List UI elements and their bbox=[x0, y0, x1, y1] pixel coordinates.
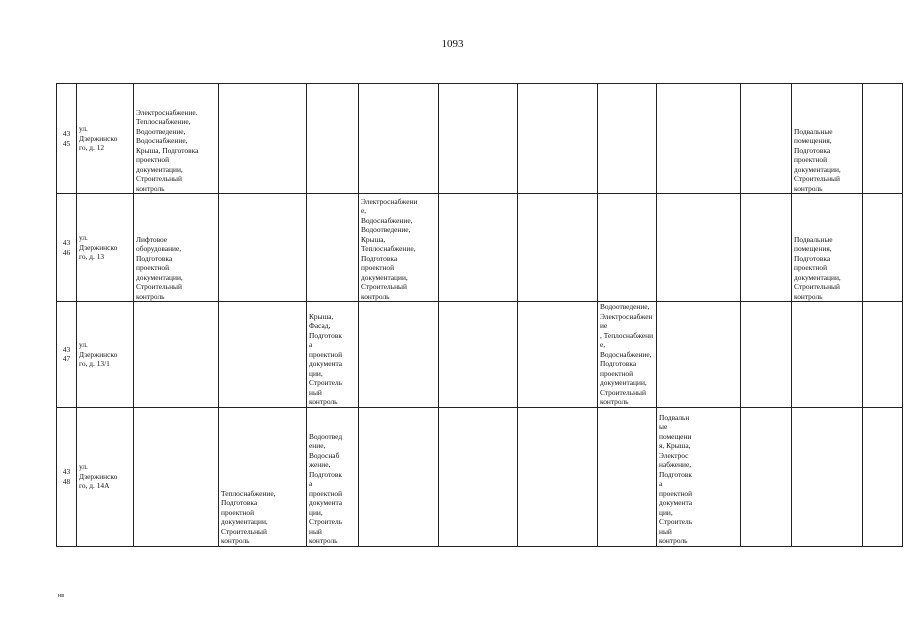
work-cell bbox=[518, 302, 598, 408]
work-cell bbox=[598, 407, 657, 546]
work-cell bbox=[219, 194, 307, 302]
work-cell bbox=[863, 194, 903, 302]
work-cell bbox=[439, 407, 518, 546]
row-number: 43 45 bbox=[57, 84, 77, 194]
work-cell: Электроснабжение. Теплоснабжение, Водоотведение, Водоснабжение, Крыша, Подготовка проектной документации, Строительный контроль bbox=[134, 84, 219, 194]
work-cell bbox=[439, 302, 518, 408]
work-cell: Электроснабжени е, Водоснабжение, Водоотведение, Крыша, Теплоснабжение, Подготовка проектной документации, Строительный контроль bbox=[359, 194, 439, 302]
works-schedule-table bbox=[56, 83, 903, 547]
work-cell bbox=[134, 302, 219, 408]
work-cell bbox=[657, 302, 741, 408]
row-number: 43 46 bbox=[57, 194, 77, 302]
work-cell bbox=[359, 302, 439, 408]
work-cell bbox=[518, 407, 598, 546]
work-cell bbox=[598, 194, 657, 302]
work-cell bbox=[792, 407, 863, 546]
work-cell bbox=[792, 302, 863, 408]
work-cell bbox=[741, 194, 792, 302]
work-cell: Подвальные помещения, Подготовка проектной документации, Строительный контроль bbox=[792, 194, 863, 302]
work-cell bbox=[219, 302, 307, 408]
work-cell bbox=[863, 302, 903, 408]
work-cell bbox=[307, 84, 359, 194]
row-number: 43 48 bbox=[57, 407, 77, 546]
address-cell: ул. Дзержинско го, д. 13/1 bbox=[77, 302, 134, 408]
work-cell bbox=[359, 84, 439, 194]
table-row bbox=[57, 84, 903, 194]
work-cell: Водоотведение, Электроснабжение , Теплоснабжение, Водоснабжение, Подготовка проектной документации, Строительный контроль bbox=[598, 302, 657, 408]
work-cell bbox=[657, 84, 741, 194]
page-number: 1093 bbox=[441, 38, 464, 50]
address-cell: ул. Дзержинско го, д. 12 bbox=[77, 84, 134, 194]
work-cell: Подвальные помещения, Подготовка проектной документации, Строительный контроль bbox=[792, 84, 863, 194]
footer-mark: нв bbox=[58, 593, 65, 599]
work-cell bbox=[741, 302, 792, 408]
work-cell bbox=[359, 407, 439, 546]
work-cell bbox=[219, 84, 307, 194]
address-cell: ул. Дзержинско го, д. 14А bbox=[77, 407, 134, 546]
table-row bbox=[57, 407, 903, 546]
work-cell: Лифтовое оборудование, Подготовка проектной документации, Строительный контроль bbox=[134, 194, 219, 302]
table-row bbox=[57, 302, 903, 408]
work-cell bbox=[307, 194, 359, 302]
address-cell: ул. Дзержинско го, д. 13 bbox=[77, 194, 134, 302]
row-number: 43 47 bbox=[57, 302, 77, 408]
work-cell bbox=[518, 194, 598, 302]
work-cell: Теплоснабжение, Подготовка проектной документации, Строительный контроль bbox=[219, 407, 307, 546]
work-cell bbox=[134, 407, 219, 546]
work-cell bbox=[863, 407, 903, 546]
work-cell bbox=[657, 194, 741, 302]
work-cell bbox=[863, 84, 903, 194]
work-cell bbox=[439, 84, 518, 194]
work-cell bbox=[518, 84, 598, 194]
work-cell: Крыша, Фасад, Подготовк а проектной документа ции, Строитель ный контроль bbox=[307, 302, 359, 408]
work-cell: Подвальн ые помещени я, Крыша, Электрос набжение, Подготовк а проектной документа ции, Строитель ный контроль bbox=[657, 407, 741, 546]
work-cell bbox=[741, 407, 792, 546]
work-cell bbox=[598, 84, 657, 194]
work-cell: Водоотвед ение, Водоснаб жение, Подготовк а проектной документа ции, Строитель ный контроль bbox=[307, 407, 359, 546]
table-row bbox=[57, 194, 903, 302]
work-cell bbox=[741, 84, 792, 194]
work-cell bbox=[439, 194, 518, 302]
